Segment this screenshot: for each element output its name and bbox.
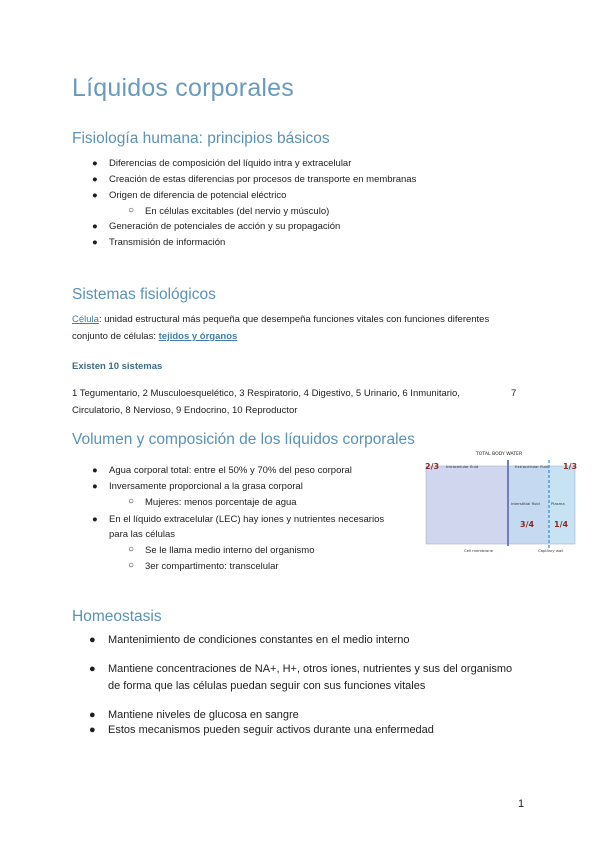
figure-title: TOTAL BODY WATER <box>476 452 523 457</box>
bullet-icon: ● <box>89 724 96 736</box>
cell-definition: Célula: unidad estructural más pequeña que desempeña funciones vitales con funciones diferentes conjunto de células: tejidos y órganos <box>72 314 490 342</box>
list-item: ● Agua corporal total: entre el 50% y 70% del peso corporal <box>92 465 352 476</box>
list-item: ● Generación de potenciales de acción y su propagación <box>92 221 341 232</box>
label-plasma: Plasma <box>551 501 565 506</box>
bullet-icon: ● <box>92 237 98 248</box>
list-item: ○ En células excitables (del nervio y músculo) <box>128 205 330 217</box>
label-capillary-wall: Capillary wall <box>538 548 564 553</box>
total-body-water-figure <box>420 448 580 560</box>
systems-list: 1 Tegumentario, 2 Musculoesquelético, 3 Respiratorio, 4 Digestivo, 5 Urinario, 6 Inmunitario, 7 Circulatorio, 8 Nervioso, 9 Endocrino, 10 Reproductor <box>72 388 517 416</box>
list-item: ○ 3er compartimento: transcelular <box>128 560 279 572</box>
list-item: ● Mantiene niveles de glucosa en sangre <box>89 709 299 721</box>
page-number: 1 <box>518 798 525 810</box>
ring-bullet-icon: ○ <box>128 205 135 216</box>
section-heading-fisiologia: Fisiología humana: principios básicos <box>72 130 330 147</box>
bullet-icon: ● <box>92 174 98 185</box>
list-item-continuation: de forma que las células puedan seguir con sus funciones vitales <box>108 680 426 692</box>
list-item: ● Creación de estas diferencias por procesos de transporte en membranas <box>92 174 417 185</box>
label-interstitial: Interstitial fluid <box>511 501 540 506</box>
frac-extra: 1/3 <box>563 462 578 471</box>
list-item: ● En el líquido extracelular (LEC) hay iones y nutrientes necesarios <box>92 514 385 525</box>
bullet-icon: ● <box>92 481 98 492</box>
bullet-icon: ● <box>92 221 98 232</box>
list-item: ● Transmisión de información <box>92 237 226 248</box>
cell-link[interactable]: Célula <box>72 314 99 325</box>
frac-plasma: 1/4 <box>554 520 569 529</box>
list-item: ● Estos mecanismos pueden seguir activos durante una enfermedad <box>89 724 434 736</box>
intracellular-region <box>426 466 508 544</box>
label-intracellular: Intracellular fluid <box>446 464 479 469</box>
page-title: Líquidos corporales <box>72 74 294 102</box>
systems-heading: Existen 10 sistemas <box>72 361 163 372</box>
bullet-icon: ● <box>92 514 98 525</box>
ring-bullet-icon: ○ <box>128 560 135 571</box>
list-item: ○ Mujeres: menos porcentaje de agua <box>128 496 297 508</box>
bullet-icon: ● <box>92 465 98 476</box>
bullet-icon: ● <box>92 190 98 201</box>
bullet-icon: ● <box>89 663 96 675</box>
list-item: ● Inversamente proporcional a la grasa corporal <box>92 481 303 492</box>
section-heading-volumen: Volumen y composición de los líquidos corporales <box>72 431 415 448</box>
ring-bullet-icon: ○ <box>128 544 135 555</box>
tissues-organs-link[interactable]: tejidos y órganos <box>158 331 238 342</box>
bullet-icon: ● <box>92 158 98 169</box>
ring-bullet-icon: ○ <box>128 496 135 507</box>
list-item: ● Diferencias de composición del líquido intra y extracelular <box>92 158 352 169</box>
section-heading-sistemas: Sistemas fisiológicos <box>72 286 216 303</box>
label-extracellular: Extracellular fluid <box>515 464 549 469</box>
frac-intra: 2/3 <box>425 462 440 471</box>
frac-interstitial: 3/4 <box>520 520 535 529</box>
list-item: ● Mantenimiento de condiciones constantes en el medio interno <box>89 634 410 646</box>
list-item: ● Origen de diferencia de potencial eléctrico <box>92 190 287 201</box>
bullet-icon: ● <box>89 709 96 721</box>
list-item-continuation: para las células <box>109 529 176 540</box>
label-cell-membrane: Cell membrane <box>464 548 494 553</box>
list-item: ○ Se le llama medio interno del organismo <box>128 544 315 556</box>
body-water-diagram <box>420 448 580 560</box>
bullet-icon: ● <box>89 634 96 646</box>
section-heading-homeostasis: Homeostasis <box>72 608 162 625</box>
list-item: ● Mantiene concentraciones de NA+, H+, otros iones, nutrientes y sus del organismo <box>89 663 513 675</box>
